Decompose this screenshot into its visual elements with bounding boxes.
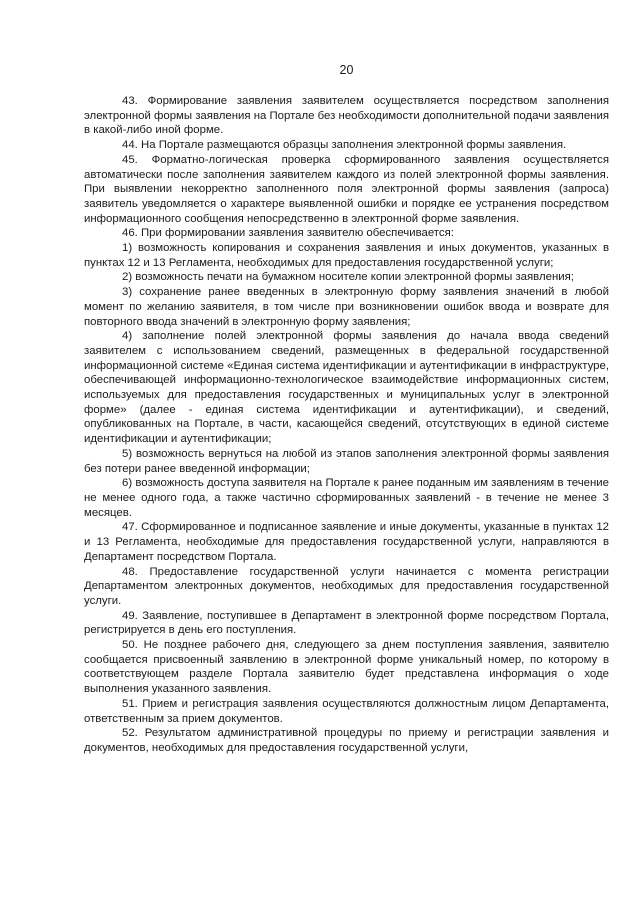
paragraph-52: 52. Результатом административной процедуры по приему и регистрации заявления и документов, необходимых для предоставления государственной услуги, [84,727,609,754]
paragraph-51: 51. Прием и регистрация заявления осуществляются должностным лицом Департамента, ответственным за прием документов. [84,697,609,725]
list-item-46-6: 6) возможность доступа заявителя на Портале к ранее поданным им заявлениям в течение не менее одного года, а также частично сформированных заявлений - в течение не менее 3 месяцев. [84,477,609,519]
paragraph-50: 50. Не позднее рабочего дня, следующего за днем поступления заявления, заявителю сообщается присвоенный заявлению в электронной форме уникальный номер, по которому в соответствующем разделе Портала заявителю будет представлена информация о ходе выполнения указанного заявления. [84,639,609,696]
paragraph-46: 46. При формировании заявления заявителю обеспечивается: [122,227,454,240]
paragraph-48: 48. Предоставление государственной услуги начинается с момента регистрации Департаментом электронных документов, необходимых для предоставления государственной услуги. [84,565,609,607]
list-item-46-2: 2) возможность печати на бумажном носителе копии электронной формы заявления; [122,271,574,284]
list-item-46-1: 1) возможность копирования и сохранения заявления и иных документов, указанных в пунктах 12 и 13 Регламента, необходимых для предоставления государственной услуги; [84,242,609,269]
paragraph-47: 47. Сформированное и подписанное заявление и иные документы, указанные в пунктах 12 и 13 Регламента, необходимые для предоставления государственной услуги, направляются в Департамент посредством Портала. [84,521,609,563]
list-item-46-3: 3) сохранение ранее введенных в электронную форму заявления значений в любой момент по желанию заявителя, в том числе при возникновении ошибок ввода и возврате для повторного ввода значений в электронную форму заявления; [84,286,609,328]
page-number: 20 [339,63,354,77]
paragraph-44: 44. На Портале размещаются образцы заполнения электронной формы заявления. [122,139,567,152]
paragraph-45: 45. Форматно-логическая проверка сформированного заявления осуществляется автоматически после заполнения заявителем каждого из полей электронной формы заявления. При выявлении некорректно заполненного поля электронной формы заявления (запроса) заявитель уведомляется о характере выявленной ошибки и порядке ее устранения посредством информационного сообщения непосредственно в электронной форме заявления. [84,153,609,225]
list-item-46-5: 5) возможность вернуться на любой из этапов заполнения электронной формы заявления без потери ранее введенной информации; [84,447,609,475]
document-body [84,94,609,756]
paragraph-43: 43. Формирование заявления заявителем осуществляется посредством заполнения электронной формы заявления на Портале без необходимости дополнительной подачи заявления в какой-либо иной форме. [84,95,609,137]
list-item-46-4: 4) заполнение полей электронной формы заявления до начала ввода сведений заявителем с использованием сведений, размещенных в федеральной государственной информационной системе «Единая система идентификации и аутентификации в инфраструктуре, обеспечивающей информационно-технологическое взаимодействие информационных систем, используемых для предоставления государственных и муниципальных услуг в электронной форме» (далее - единая система идентификации и аутентификации), и сведений, опубликованных на Портале, в части, касающейся сведений, отсутствующих в единой системе идентификации и аутентификации; [84,330,609,446]
paragraph-49: 49. Заявление, поступившее в Департамент в электронной форме посредством Портала, регистрируется в день его поступления. [84,609,609,637]
